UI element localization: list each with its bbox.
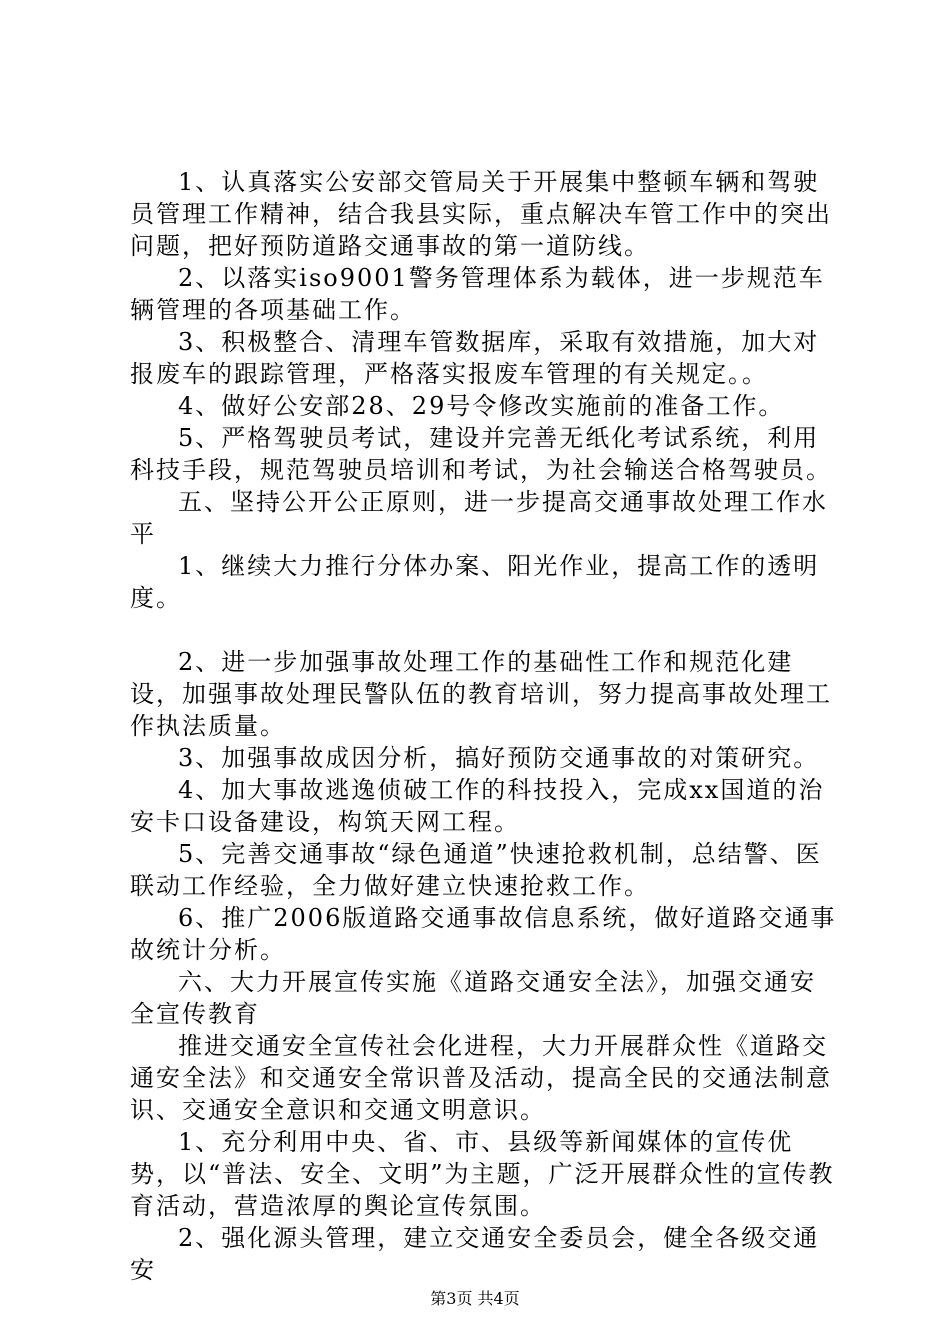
section-heading: 六、大力开展宣传实施《道路交通安全法》，加强交通安全宣传教育	[130, 968, 816, 1028]
page-number-footer: 第3页 共4页	[430, 1289, 520, 1308]
paragraph: 1、继续大力推行分体办案、阳光作业，提高工作的透明度。	[130, 552, 820, 612]
paragraph: 2、强化源头管理，建立交通安全委员会，健全各级交通安	[130, 1224, 820, 1284]
paragraph: 3、加强事故成因分析，搞好预防交通事故的对策研究。	[178, 744, 820, 772]
paragraph: 3、积极整合、清理车管数据库，采取有效措施，加大对报废车的跟踪管理，严格落实报废车管理的有关规定。。	[130, 328, 820, 388]
document-body	[130, 166, 840, 1286]
blank-line	[130, 614, 840, 646]
paragraph: 4、做好公安部28、29号令修改实施前的准备工作。	[178, 392, 785, 420]
paragraph: 4、加大事故逃逸侦破工作的科技投入，完成xx国道的治安卡口设备建设，构筑天网工程。	[130, 776, 825, 836]
paragraph: 2、进一步加强事故处理工作的基础性工作和规范化建设，加强事故处理民警队伍的教育培训，努力提高事故处理工作执法质量。	[130, 648, 832, 740]
paragraph: 1、充分利用中央、省、市、县级等新闻媒体的宣传优势，以“普法、安全、文明”为主题，广泛开展群众性的宣传教育活动，营造浓厚的舆论宣传氛围。	[130, 1128, 835, 1220]
paragraph: 5、严格驾驶员考试，建设并完善无纸化考试系统，利用科技手段，规范驾驶员培训和考试，为社会输送合格驾驶员。	[130, 424, 832, 484]
paragraph: 1、认真落实公安部交管局关于开展集中整顿车辆和驾驶员管理工作精神，结合我县实际，重点解决车管工作中的突出问题，把好预防道路交通事故的第一道防线。	[130, 168, 832, 260]
paragraph: 推进交通安全宣传社会化进程，大力开展群众性《道路交通安全法》和交通安全常识普及活动，提高全民的交通法制意识、交通安全意识和交通文明意识。	[130, 1032, 832, 1124]
paragraph: 6、推广2006版道路交通事故信息系统，做好道路交通事故统计分析。	[130, 904, 837, 964]
section-heading: 五、坚持公开公正原则，进一步提高交通事故处理工作水平	[130, 488, 828, 548]
paragraph: 2、以落实iso9001警务管理体系为载体，进一步规范车辆管理的各项基础工作。	[130, 264, 825, 324]
paragraph: 5、完善交通事故“绿色通道”快速抢救机制，总结警、医联动工作经验，全力做好建立快速抢救工作。	[130, 840, 822, 900]
